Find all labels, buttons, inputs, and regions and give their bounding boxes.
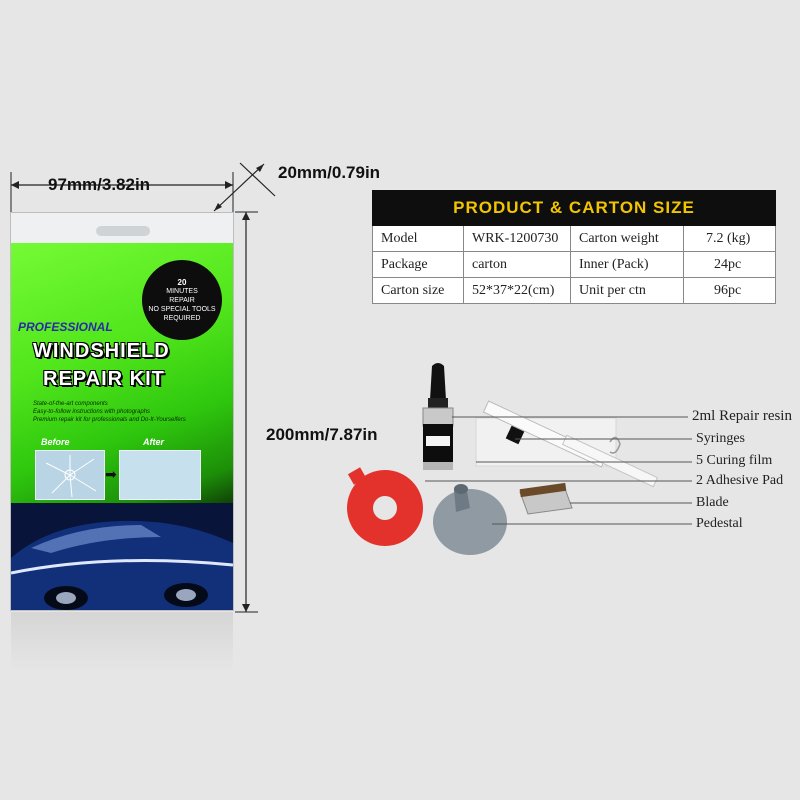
- part-label-repair-resin: 2ml Repair resin: [692, 408, 792, 424]
- feature-line: Easy-to-follow instructions with photographs: [33, 409, 151, 415]
- table-cell: 52*37*22(cm): [464, 278, 571, 304]
- width-dimension-label: 97mm/3.82in: [48, 175, 151, 194]
- pedestal-image: [433, 484, 507, 555]
- resin-bottle-image: [423, 363, 453, 470]
- thickness-dimension-label: 20mm/0.79in: [278, 163, 381, 182]
- badge-line: 20: [177, 277, 187, 287]
- feature-line: Premium repair kit for professionals and Do-It-Yourselfers: [33, 417, 186, 423]
- table-cell: Package: [373, 252, 464, 278]
- badge-line: NO SPECIAL TOOLS: [148, 305, 216, 313]
- table-cell: 24pc: [684, 252, 776, 278]
- table-cell: carton: [464, 252, 571, 278]
- feature-line: State-of-the-art components: [33, 401, 108, 407]
- package-tagline: PROFESSIONAL: [18, 320, 113, 334]
- after-label: After: [143, 437, 165, 447]
- part-label-syringes: Syringes: [696, 431, 745, 446]
- before-label: Before: [41, 437, 70, 447]
- blade-image: [520, 483, 572, 514]
- table-title: PRODUCT & CARTON SIZE: [373, 191, 776, 226]
- height-dimension-label: 200mm/7.87in: [266, 425, 378, 444]
- package-title-line1: WINDSHIELD: [33, 340, 170, 362]
- part-label-blade: Blade: [696, 495, 729, 510]
- badge-line: REPAIR: [169, 296, 195, 304]
- part-label-adhesive-pad: 2 Adhesive Pad: [696, 473, 784, 488]
- badge-line: REQUIRED: [163, 314, 201, 322]
- table-cell: 7.2 (kg): [684, 226, 776, 252]
- table-cell: Model: [373, 226, 464, 252]
- package-title-line2: REPAIR KIT: [43, 368, 165, 390]
- table-cell: Unit per ctn: [571, 278, 684, 304]
- part-label-curing-film: 5 Curing film: [696, 453, 773, 468]
- part-label-pedestal: Pedestal: [696, 516, 743, 531]
- adhesive-pad-image: [347, 467, 423, 546]
- table-cell: 96pc: [684, 278, 776, 304]
- table-cell: Carton size: [373, 278, 464, 304]
- table-cell: Inner (Pack): [571, 252, 684, 278]
- arrow-right-icon: ➡: [105, 466, 117, 482]
- table-cell: Carton weight: [571, 226, 684, 252]
- table-cell: WRK-1200730: [464, 226, 571, 252]
- badge-line: MINUTES: [166, 287, 198, 295]
